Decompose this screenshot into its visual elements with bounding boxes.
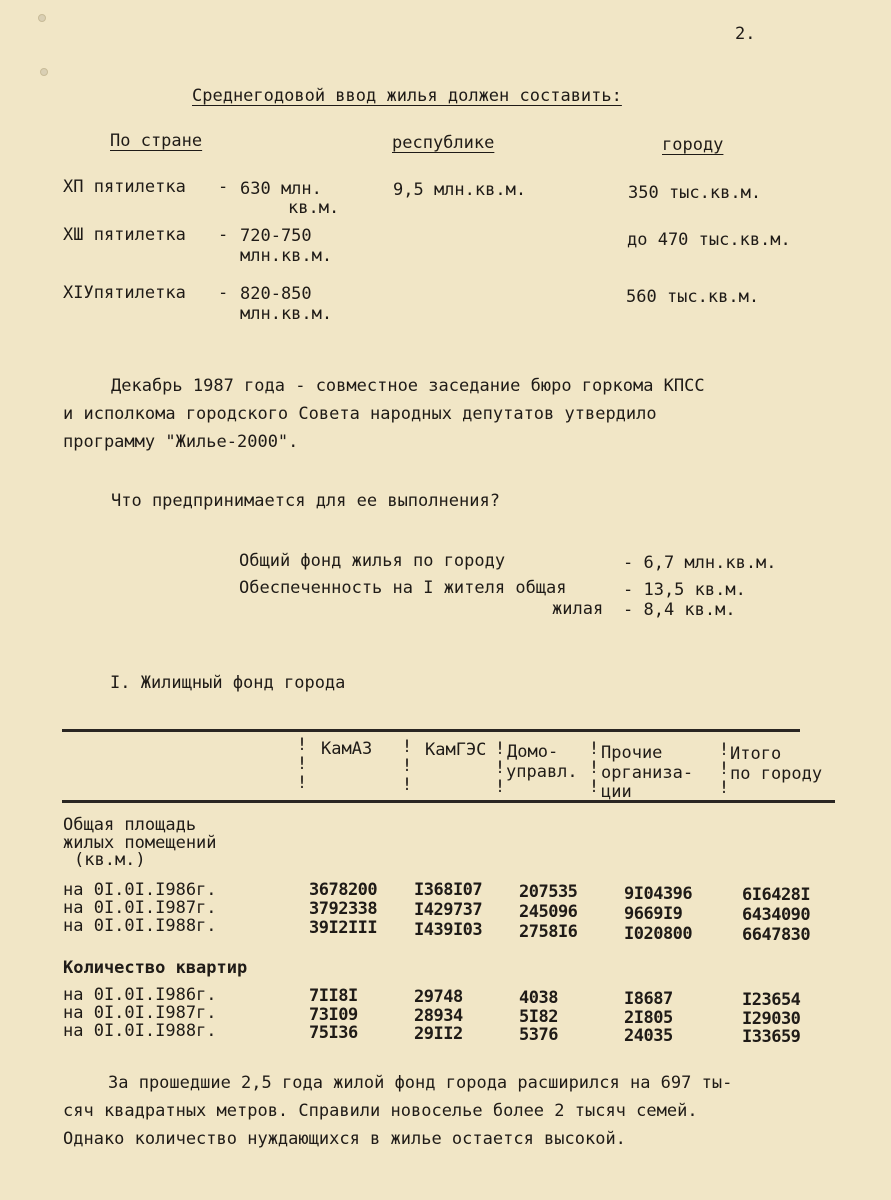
column-separator: ! ! !	[588, 739, 600, 797]
plan-city-value: 350 тыс.кв.м.	[628, 183, 762, 203]
cell-domo: 5I82	[519, 1007, 558, 1027]
paragraph-line: программу "Жилье-2000".	[63, 432, 299, 452]
row-date: на 0I.0I.I988г.	[63, 1021, 217, 1041]
cell-kamaz: 39I2III	[309, 918, 378, 938]
cell-other: I020800	[624, 924, 693, 944]
plan-city-value: 560 тыс.кв.м.	[626, 287, 760, 307]
cell-kamaz: 75I36	[309, 1023, 358, 1043]
paragraph-decision	[63, 372, 705, 456]
cell-kamaz: 3678200	[309, 880, 378, 900]
row-date: на 0I.0I.I988г.	[63, 916, 217, 936]
column-separator: ! ! !	[296, 735, 308, 793]
cell-kamges: 29748	[414, 987, 463, 1007]
cell-total: I23654	[742, 990, 801, 1010]
cell-total: I29030	[742, 1009, 801, 1029]
plan-country-unit: млн.кв.м.	[240, 304, 333, 324]
cell-kamaz: 3792338	[309, 899, 378, 919]
cell-total: 6647830	[742, 925, 811, 945]
cell-domo: 245096	[519, 902, 578, 922]
plan-name: ХIУпятилетка	[63, 283, 186, 303]
plan-city-value: до 470 тыс.кв.м.	[627, 230, 791, 250]
cell-other: 9I04396	[624, 884, 693, 904]
header-total-l1: Итого	[730, 744, 782, 764]
column-header-city: городу	[662, 135, 724, 155]
header-other-l1: Прочие	[601, 743, 663, 763]
punch-hole	[38, 14, 46, 22]
cell-kamges: 29II2	[414, 1024, 463, 1044]
group-label-area: жилых помещений	[63, 833, 217, 853]
cell-other: 24035	[624, 1026, 673, 1046]
header-domo-l1: Домо-	[507, 742, 559, 762]
living-label: жилая	[552, 599, 604, 619]
plan-country-value: 630 млн.	[240, 179, 322, 199]
column-separator: ! ! !	[718, 740, 730, 798]
cell-total: 6I6428I	[742, 885, 811, 905]
cell-domo: 207535	[519, 882, 578, 902]
table-header-rule	[62, 800, 835, 803]
section-title: I. Жилищный фонд города	[110, 673, 346, 693]
cell-other: 2I805	[624, 1008, 673, 1028]
plan-dash: -	[218, 177, 229, 197]
header-kamges: КамГЭС	[425, 740, 487, 760]
paragraph-line: Однако количество нуждающихся в жилье остается высокой.	[63, 1129, 626, 1149]
row-date: на 0I.0I.I987г.	[63, 1003, 217, 1023]
plan-country-unit: млн.кв.м.	[240, 246, 333, 266]
cell-kamges: I429737	[414, 900, 483, 920]
group-label-area: (кв.м.)	[74, 850, 146, 870]
cell-other: I8687	[624, 989, 673, 1009]
column-separator: ! ! !	[494, 739, 506, 797]
header-kamaz: КамАЗ	[321, 739, 373, 759]
plan-dash: -	[218, 283, 229, 303]
page-number: 2.	[735, 24, 756, 44]
plan-dash: -	[218, 225, 229, 245]
paragraph-line: сяч квадратных метров. Справили новоселье более 2 тысяч семей.	[63, 1101, 698, 1121]
provision-label: Обеспеченность на I жителя общая	[239, 578, 567, 598]
plan-name: ХП пятилетка	[63, 177, 186, 197]
cell-domo: 2758I6	[519, 922, 578, 942]
plan-name: ХШ пятилетка	[63, 225, 186, 245]
plan-republic-value: 9,5 млн.кв.м.	[393, 180, 527, 200]
header-other-l2: организа-	[601, 763, 694, 783]
cell-other: 9669I9	[624, 904, 683, 924]
paragraph-line: и исполкома городского Совета народных депутатов утвердило	[63, 404, 657, 424]
living-value: - 8,4 кв.м.	[623, 600, 736, 620]
cell-kamges: I439I03	[414, 920, 483, 940]
header-other-l3: ции	[601, 782, 632, 802]
question: Что предпринимается для ее выполнения?	[111, 491, 500, 511]
column-header-republic: республике	[392, 133, 495, 153]
fund-label: Общий фонд жилья по городу	[239, 551, 506, 571]
punch-hole	[40, 68, 48, 76]
row-date: на 0I.0I.I986г.	[63, 985, 217, 1005]
heading: Среднегодовой ввод жилья должен составить:	[192, 86, 622, 106]
row-date: на 0I.0I.I986г.	[63, 880, 217, 900]
provision-total: - 13,5 кв.м.	[623, 580, 746, 600]
group-label-apartments: Количество квартир	[63, 958, 248, 978]
table-top-rule	[62, 729, 800, 732]
cell-kamaz: 73I09	[309, 1005, 358, 1025]
column-header-country: По стране	[110, 131, 203, 151]
paragraph-line: За прошедшие 2,5 года жилой фонд города расширился на 697 ты-	[108, 1073, 733, 1093]
header-domo-l2: управл.	[506, 762, 578, 782]
cell-total: I33659	[742, 1027, 801, 1047]
fund-value: - 6,7 млн.кв.м.	[623, 553, 777, 573]
plan-country-value: 720-750	[240, 226, 312, 246]
paragraph-summary	[63, 1069, 732, 1153]
column-separator: ! ! !	[401, 737, 413, 795]
row-date: на 0I.0I.I987г.	[63, 898, 217, 918]
cell-domo: 4038	[519, 988, 558, 1008]
cell-kamges: 28934	[414, 1006, 463, 1026]
cell-kamges: I368I07	[414, 880, 483, 900]
cell-kamaz: 7II8I	[309, 986, 358, 1006]
cell-domo: 5376	[519, 1025, 558, 1045]
cell-total: 6434090	[742, 905, 811, 925]
plan-country-unit: кв.м.	[288, 198, 340, 218]
header-total-l2: по городу	[730, 764, 823, 784]
plan-country-value: 820-850	[240, 284, 312, 304]
group-label-area: Общая площадь	[63, 815, 197, 835]
paragraph-line: Декабрь 1987 года - совместное заседание бюро горкома КПСС	[111, 376, 705, 396]
